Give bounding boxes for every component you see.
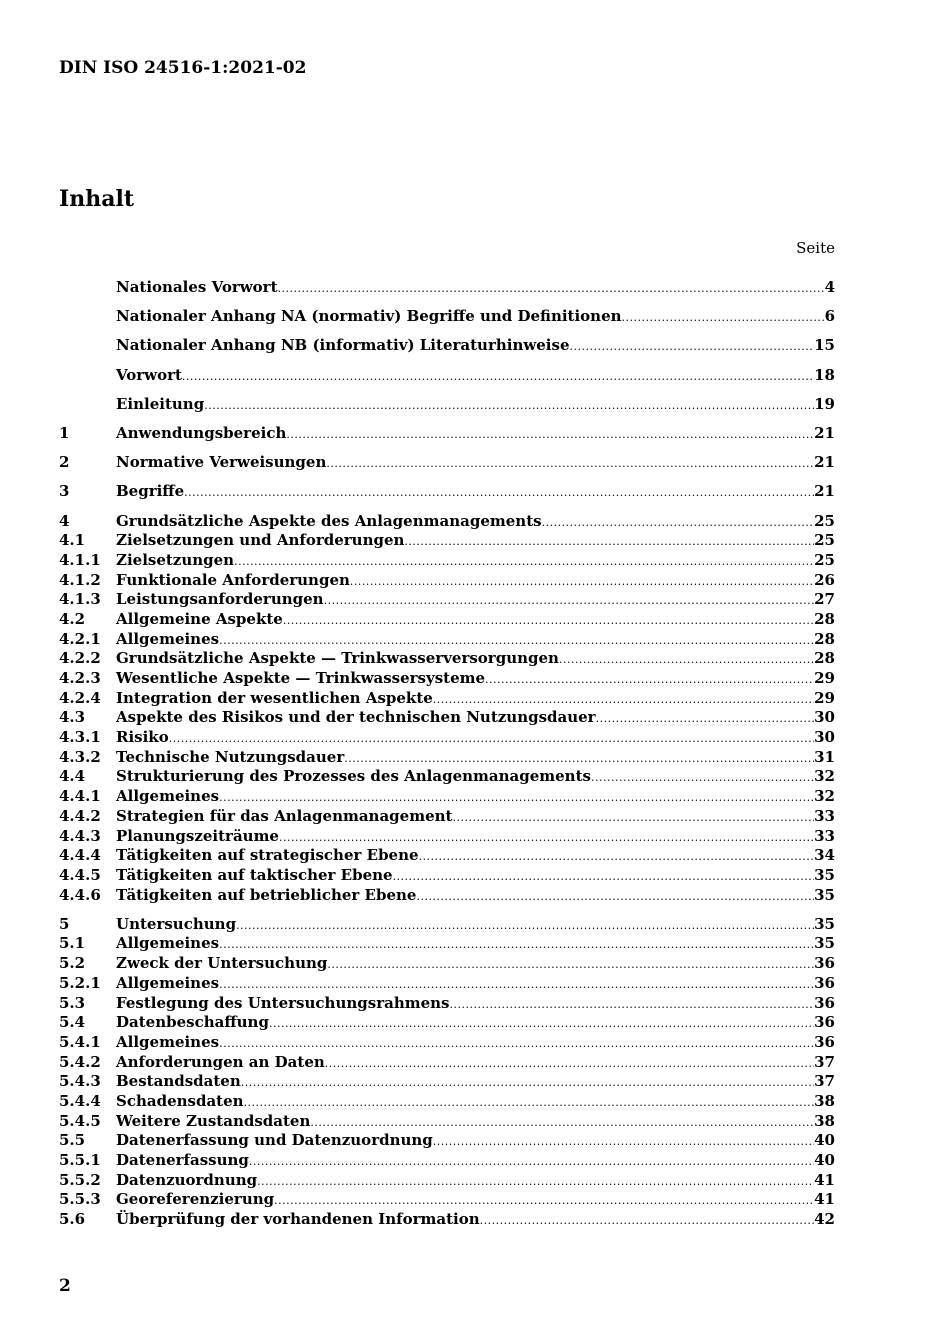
toc-entry-page: 18 bbox=[814, 365, 835, 384]
toc-entry[interactable] bbox=[59, 807, 835, 827]
toc-entry-number: 4.3.2 bbox=[59, 747, 101, 766]
toc-entry-number: 5.5 bbox=[59, 1131, 86, 1150]
toc-dot-leader bbox=[219, 634, 814, 647]
toc-entry[interactable] bbox=[59, 994, 835, 1014]
toc-entry[interactable] bbox=[59, 728, 835, 748]
toc-entry-page: 32 bbox=[814, 767, 835, 786]
toc-entry-title: Technische Nutzungsdauer bbox=[116, 747, 345, 766]
toc-dot-leader bbox=[450, 998, 815, 1011]
toc-entry-number: 5.5.1 bbox=[59, 1151, 101, 1169]
toc-entry-number: 4.2.3 bbox=[59, 669, 101, 687]
toc-entry-page: 28 bbox=[814, 649, 835, 668]
toc-entry-number: 4.3.1 bbox=[59, 728, 101, 747]
toc-entry-title: Überprüfung der vorhandenen Information bbox=[116, 1210, 480, 1229]
toc-entry-title: Zielsetzungen bbox=[116, 550, 235, 569]
table-of-contents bbox=[59, 278, 835, 1230]
toc-entry-title: Strukturierung des Prozesses des Anlagenmanagements bbox=[116, 767, 591, 786]
toc-entry-title: Tätigkeiten auf taktischer Ebene bbox=[116, 865, 393, 884]
toc-entry-number: 4.4.2 bbox=[59, 806, 101, 825]
toc-dot-leader bbox=[404, 535, 814, 548]
toc-entry-title: Strategien für das Anlagenmanagement bbox=[116, 806, 453, 825]
toc-entry-title: Normative Verweisungen bbox=[116, 453, 327, 472]
toc-entry-number: 5.3 bbox=[59, 993, 86, 1012]
toc-entry-title: Wesentliche Aspekte — Trinkwassersysteme bbox=[116, 669, 486, 687]
toc-entry-title: Allgemeines bbox=[116, 1032, 220, 1051]
toc-dot-leader bbox=[274, 1194, 814, 1207]
toc-entry-page: 30 bbox=[814, 708, 835, 727]
toc-entry-title: Datenerfassung bbox=[116, 1151, 249, 1169]
toc-entry-title: Grundsätzliche Aspekte des Anlagenmanagements bbox=[116, 511, 542, 530]
toc-entry-number: 5.4.5 bbox=[59, 1111, 101, 1130]
toc-entry-page: 27 bbox=[814, 590, 835, 609]
toc-entry[interactable] bbox=[59, 1013, 835, 1033]
toc-entry-page: 33 bbox=[814, 806, 835, 825]
toc-entry[interactable] bbox=[59, 974, 835, 994]
toc-dot-leader bbox=[283, 614, 814, 627]
toc-entry[interactable] bbox=[59, 649, 835, 669]
toc-entry[interactable] bbox=[59, 689, 835, 709]
toc-dot-leader bbox=[325, 1057, 814, 1070]
toc-entry-number: 5.4.4 bbox=[59, 1091, 101, 1110]
toc-dot-leader bbox=[184, 486, 814, 499]
toc-entry-page: 36 bbox=[814, 954, 835, 973]
toc-entry-number: 4.1.3 bbox=[59, 590, 101, 609]
toc-entry-title: Allgemeines bbox=[116, 787, 220, 806]
toc-entry-number: 4.3 bbox=[59, 708, 86, 727]
toc-entry-number: 3 bbox=[59, 482, 70, 501]
toc-entry-number: 5.4.3 bbox=[59, 1072, 101, 1091]
toc-entry-number: 5.1 bbox=[59, 934, 86, 953]
toc-entry-page: 29 bbox=[814, 669, 835, 687]
toc-dot-leader bbox=[452, 811, 814, 824]
toc-entry[interactable] bbox=[59, 336, 835, 356]
toc-dot-leader bbox=[393, 870, 815, 883]
toc-entry-title: Datenbeschaffung bbox=[116, 1013, 269, 1032]
toc-entry-title: Tätigkeiten auf betrieblicher Ebene bbox=[116, 885, 417, 904]
toc-dot-leader bbox=[219, 938, 814, 951]
toc-entry-page: 35 bbox=[814, 934, 835, 953]
toc-entry-page: 34 bbox=[814, 846, 835, 865]
toc-entry[interactable] bbox=[59, 1112, 835, 1132]
toc-entry-title: Risiko bbox=[116, 728, 169, 747]
toc-entry-title: Einleitung bbox=[116, 394, 205, 413]
toc-entry-page: 28 bbox=[814, 609, 835, 628]
toc-entry[interactable] bbox=[59, 395, 835, 415]
toc-entry-title: Tätigkeiten auf strategischer Ebene bbox=[116, 846, 419, 865]
toc-entry-page: 29 bbox=[814, 688, 835, 707]
page-number: 2 bbox=[59, 1276, 71, 1296]
toc-entry[interactable] bbox=[59, 886, 835, 906]
toc-entry-title: Schadensdaten bbox=[116, 1091, 244, 1110]
toc-entry-title: Zweck der Untersuchung bbox=[116, 954, 328, 973]
toc-entry-number: 5.5.2 bbox=[59, 1170, 101, 1189]
toc-entry-number: 4.2.4 bbox=[59, 688, 101, 707]
toc-entry-number: 1 bbox=[59, 423, 70, 442]
toc-entry-page: 35 bbox=[814, 914, 835, 933]
toc-entry-page: 21 bbox=[814, 453, 835, 472]
toc-entry-title: Allgemeines bbox=[116, 629, 220, 648]
toc-dot-leader bbox=[219, 791, 814, 804]
toc-dot-leader bbox=[257, 1175, 814, 1188]
toc-entry[interactable] bbox=[59, 278, 835, 298]
toc-entry-page: 25 bbox=[814, 550, 835, 569]
toc-entry-title: Allgemeine Aspekte bbox=[116, 609, 283, 628]
toc-entry-number: 5.5.3 bbox=[59, 1190, 101, 1209]
toc-entry[interactable] bbox=[59, 669, 835, 689]
toc-entry-page: 36 bbox=[814, 1013, 835, 1032]
toc-entry-page: 30 bbox=[814, 728, 835, 747]
toc-dot-leader bbox=[279, 831, 814, 844]
toc-entry-number: 4.4.6 bbox=[59, 885, 101, 904]
toc-entry-page: 19 bbox=[814, 394, 835, 413]
toc-entry-number: 4.2.1 bbox=[59, 629, 101, 648]
toc-dot-leader bbox=[416, 890, 814, 903]
toc-entry-page: 33 bbox=[814, 826, 835, 845]
toc-entry-number: 4.2.2 bbox=[59, 649, 101, 668]
toc-entry[interactable] bbox=[59, 1072, 835, 1092]
toc-dot-leader bbox=[326, 457, 814, 470]
toc-entry[interactable] bbox=[59, 767, 835, 787]
toc-entry-number: 5.6 bbox=[59, 1210, 86, 1229]
toc-entry-title: Datenzuordnung bbox=[116, 1170, 258, 1189]
toc-entry[interactable] bbox=[59, 846, 835, 866]
toc-entry-page: 36 bbox=[814, 1032, 835, 1051]
toc-entry-number: 5.4.2 bbox=[59, 1052, 101, 1071]
toc-dot-leader bbox=[286, 428, 814, 441]
toc-entry[interactable] bbox=[59, 366, 835, 386]
toc-dot-leader bbox=[480, 1214, 815, 1227]
toc-entry-title: Integration der wesentlichen Aspekte bbox=[116, 688, 433, 707]
toc-entry-page: 38 bbox=[814, 1111, 835, 1130]
toc-dot-leader bbox=[596, 712, 815, 725]
toc-entry[interactable] bbox=[59, 1053, 835, 1073]
toc-dot-leader bbox=[278, 282, 825, 295]
toc-dot-leader bbox=[324, 594, 815, 607]
toc-entry-title: Funktionale Anforderungen bbox=[116, 570, 350, 589]
toc-entry-page: 25 bbox=[814, 511, 835, 530]
toc-dot-leader bbox=[236, 919, 814, 932]
toc-entry[interactable] bbox=[59, 571, 835, 591]
toc-entry-number: 4.1.1 bbox=[59, 550, 101, 569]
toc-entry-title: Festlegung des Untersuchungsrahmens bbox=[116, 993, 450, 1012]
toc-dot-leader bbox=[485, 673, 814, 686]
toc-entry-page: 36 bbox=[814, 973, 835, 992]
toc-dot-leader bbox=[419, 850, 815, 863]
toc-entry-page: 4 bbox=[824, 278, 835, 296]
toc-entry-title: Bestandsdaten bbox=[116, 1072, 241, 1091]
toc-entry[interactable] bbox=[59, 1131, 835, 1151]
toc-dot-leader bbox=[169, 732, 814, 745]
toc-entry[interactable] bbox=[59, 954, 835, 974]
toc-entry-title: Allgemeines bbox=[116, 973, 220, 992]
toc-entry-page: 41 bbox=[814, 1190, 835, 1209]
toc-dot-leader bbox=[310, 1116, 814, 1129]
toc-dot-leader bbox=[244, 1096, 815, 1109]
toc-dot-leader bbox=[344, 752, 814, 765]
toc-dot-leader bbox=[350, 575, 814, 588]
toc-dot-leader bbox=[559, 653, 814, 666]
toc-entry-title: Nationaler Anhang NB (informativ) Literaturhinweise bbox=[116, 336, 570, 355]
toc-entry[interactable] bbox=[59, 1092, 835, 1112]
toc-entry-page: 31 bbox=[814, 747, 835, 766]
toc-entry[interactable] bbox=[59, 307, 835, 327]
toc-entry-number: 2 bbox=[59, 453, 70, 472]
toc-entry-page: 28 bbox=[814, 629, 835, 648]
toc-entry[interactable] bbox=[59, 866, 835, 886]
toc-entry-number: 4.4.4 bbox=[59, 846, 101, 865]
toc-entry[interactable] bbox=[59, 1171, 835, 1191]
toc-entry-page: 15 bbox=[814, 336, 835, 355]
toc-entry-page: 35 bbox=[814, 885, 835, 904]
toc-entry[interactable] bbox=[59, 531, 835, 551]
toc-entry-number: 5 bbox=[59, 914, 70, 933]
toc-entry-page: 6 bbox=[824, 307, 835, 326]
toc-dot-leader bbox=[219, 1037, 814, 1050]
toc-entry-page: 21 bbox=[814, 482, 835, 501]
toc-dot-leader bbox=[241, 1076, 814, 1089]
toc-entry-number: 4.4 bbox=[59, 767, 86, 786]
toc-entry-number: 4.4.5 bbox=[59, 865, 101, 884]
toc-entry-title: Anwendungsbereich bbox=[116, 423, 287, 442]
toc-entry[interactable] bbox=[59, 610, 835, 630]
toc-entry[interactable] bbox=[59, 748, 835, 768]
toc-dot-leader bbox=[219, 978, 814, 991]
toc-dot-leader bbox=[622, 311, 825, 324]
toc-dot-leader bbox=[327, 958, 814, 971]
toc-entry-number: 4.1 bbox=[59, 531, 86, 550]
toc-entry-title: Nationales Vorwort bbox=[116, 278, 278, 296]
toc-entry-number: 5.4 bbox=[59, 1013, 86, 1032]
toc-entry-number: 5.4.1 bbox=[59, 1032, 101, 1051]
toc-entry-title: Zielsetzungen und Anforderungen bbox=[116, 531, 405, 550]
toc-entry-title: Datenerfassung und Datenzuordnung bbox=[116, 1131, 433, 1150]
page-column-label: Seite bbox=[796, 239, 835, 257]
toc-entry[interactable] bbox=[59, 630, 835, 650]
toc-dot-leader bbox=[433, 693, 814, 706]
toc-entry-page: 41 bbox=[814, 1170, 835, 1189]
toc-dot-leader bbox=[433, 1135, 814, 1148]
toc-entry-title: Nationaler Anhang NA (normativ) Begriffe und Definitionen bbox=[116, 307, 622, 326]
toc-dot-leader bbox=[234, 555, 814, 568]
toc-dot-leader bbox=[182, 370, 814, 383]
toc-entry-page: 25 bbox=[814, 531, 835, 550]
toc-dot-leader bbox=[249, 1155, 814, 1168]
toc-entry[interactable] bbox=[59, 453, 835, 473]
toc-entry[interactable] bbox=[59, 1210, 835, 1230]
toc-entry-title: Begriffe bbox=[116, 482, 185, 501]
toc-entry-number: 4.1.2 bbox=[59, 570, 101, 589]
document-id: DIN ISO 24516-1:2021-02 bbox=[59, 58, 307, 78]
toc-entry-page: 40 bbox=[814, 1131, 835, 1150]
toc-entry-page: 26 bbox=[814, 570, 835, 589]
toc-entry-title: Leistungsanforderungen bbox=[116, 590, 324, 609]
toc-entry-title: Aspekte des Risikos und der technischen Nutzungsdauer bbox=[116, 708, 596, 727]
toc-entry-number: 4.4.1 bbox=[59, 787, 101, 806]
toc-entry-title: Allgemeines bbox=[116, 934, 220, 953]
toc-entry[interactable] bbox=[59, 1190, 835, 1210]
toc-entry[interactable] bbox=[59, 915, 835, 935]
toc-entry[interactable] bbox=[59, 482, 835, 502]
toc-entry-page: 21 bbox=[814, 423, 835, 442]
toc-entry[interactable] bbox=[59, 1151, 835, 1171]
toc-entry-title: Grundsätzliche Aspekte — Trinkwasserversorgungen bbox=[116, 649, 559, 668]
toc-entry[interactable] bbox=[59, 827, 835, 847]
toc-entry-number: 5.2.1 bbox=[59, 973, 101, 992]
toc-entry-page: 42 bbox=[814, 1210, 835, 1229]
toc-entry-title: Georeferenzierung bbox=[116, 1190, 275, 1209]
toc-entry[interactable] bbox=[59, 512, 835, 532]
toc-entry[interactable] bbox=[59, 934, 835, 954]
toc-entry[interactable] bbox=[59, 551, 835, 571]
toc-entry-page: 37 bbox=[814, 1052, 835, 1071]
toc-entry-title: Vorwort bbox=[116, 365, 182, 384]
toc-entry[interactable] bbox=[59, 708, 835, 728]
toc-entry-number: 4 bbox=[59, 511, 70, 530]
toc-entry-page: 37 bbox=[814, 1072, 835, 1091]
toc-entry[interactable] bbox=[59, 1033, 835, 1053]
toc-dot-leader bbox=[204, 399, 814, 412]
toc-entry-title: Planungszeiträume bbox=[116, 826, 279, 845]
toc-dot-leader bbox=[591, 771, 814, 784]
toc-entry-page: 36 bbox=[814, 993, 835, 1012]
toc-entry-number: 4.2 bbox=[59, 609, 86, 628]
toc-dot-leader bbox=[542, 516, 815, 529]
toc-dot-leader bbox=[570, 340, 815, 353]
toc-dot-leader bbox=[269, 1017, 814, 1030]
toc-entry[interactable] bbox=[59, 590, 835, 610]
toc-entry-page: 35 bbox=[814, 865, 835, 884]
toc-entry-page: 32 bbox=[814, 787, 835, 806]
toc-entry-title: Untersuchung bbox=[116, 914, 237, 933]
toc-entry[interactable] bbox=[59, 424, 835, 444]
toc-entry[interactable] bbox=[59, 787, 835, 807]
toc-entry-title: Weitere Zustandsdaten bbox=[116, 1111, 311, 1130]
page-title: Inhalt bbox=[59, 186, 135, 212]
toc-entry-number: 5.2 bbox=[59, 954, 86, 973]
toc-entry-title: Anforderungen an Daten bbox=[116, 1052, 325, 1071]
toc-entry-page: 38 bbox=[814, 1091, 835, 1110]
toc-entry-number: 4.4.3 bbox=[59, 826, 101, 845]
toc-entry-page: 40 bbox=[814, 1151, 835, 1169]
